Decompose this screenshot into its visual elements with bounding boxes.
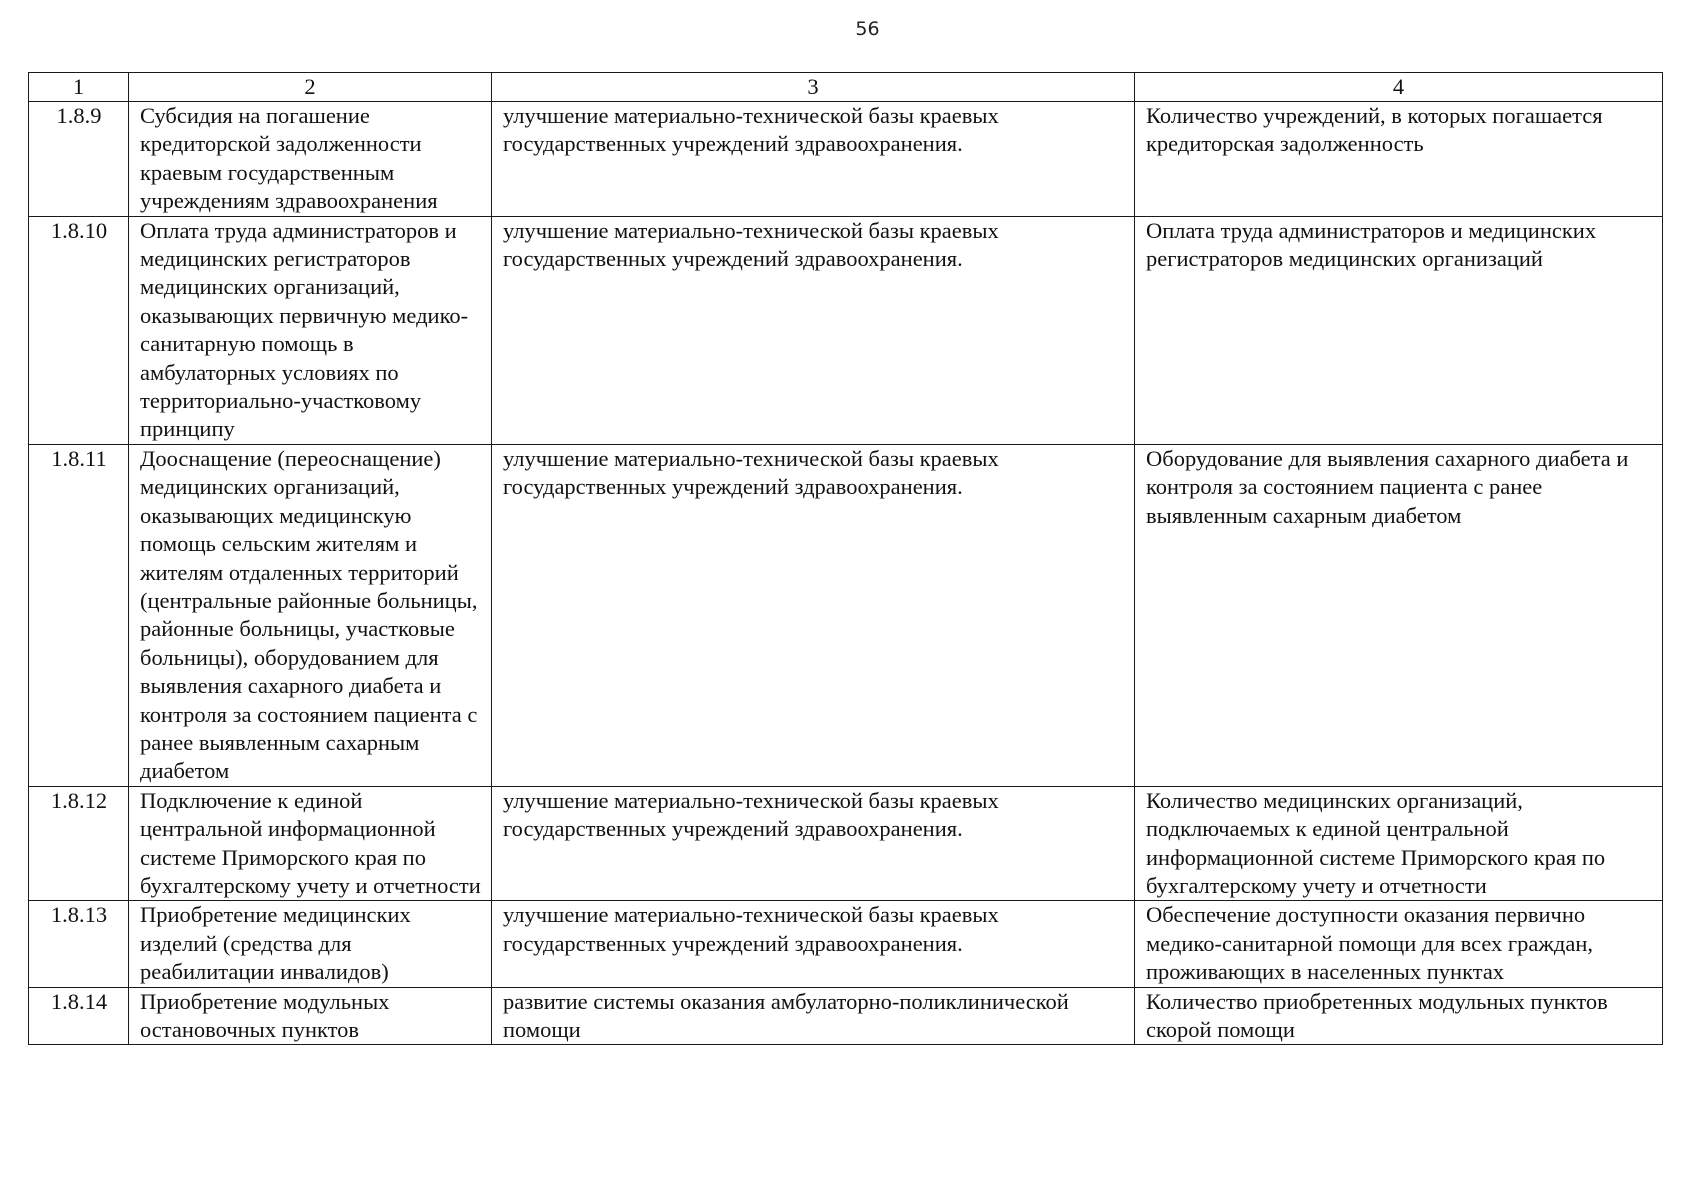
measure-indicator: Количество учреждений, в которых погашается кредиторская задолженность bbox=[1135, 102, 1663, 217]
row-number: 1.8.14 bbox=[29, 987, 129, 1045]
table-row bbox=[29, 444, 1663, 786]
page-number: 56 bbox=[855, 18, 880, 40]
header-col-3: 3 bbox=[492, 73, 1135, 102]
program-measures-table bbox=[28, 72, 1663, 1045]
table-row bbox=[29, 987, 1663, 1045]
measure-goal: улучшение материально-технической базы краевых государственных учреждений здравоохранения. bbox=[492, 786, 1135, 901]
measure-goal: улучшение материально-технической базы краевых государственных учреждений здравоохранения. bbox=[492, 444, 1135, 786]
measure-name: Приобретение медицинских изделий (средства для реабилитации инвалидов) bbox=[129, 901, 492, 987]
row-number: 1.8.9 bbox=[29, 102, 129, 217]
table-row bbox=[29, 786, 1663, 901]
measure-indicator: Обеспечение доступности оказания первично медико-санитарной помощи для всех граждан, проживающих в населенных пунктах bbox=[1135, 901, 1663, 987]
table-row bbox=[29, 102, 1663, 217]
measure-indicator: Оплата труда администраторов и медицинских регистраторов медицинских организаций bbox=[1135, 216, 1663, 444]
measure-goal: улучшение материально-технической базы краевых государственных учреждений здравоохранения. bbox=[492, 216, 1135, 444]
table-row bbox=[29, 901, 1663, 987]
header-col-4: 4 bbox=[1135, 73, 1663, 102]
row-number: 1.8.10 bbox=[29, 216, 129, 444]
measure-name: Дооснащение (переоснащение) медицинских организаций, оказывающих медицинскую помощь сельским жителям и жителям отдаленных территорий (центральные районные больницы, районные больницы, участковые больницы), оборудованием для выявления сахарного диабета и контроля за состоянием пациента с ранее выявленным сахарным диабетом bbox=[129, 444, 492, 786]
measure-name: Субсидия на погашение кредиторской задолженности краевым государственным учреждениям здравоохранения bbox=[129, 102, 492, 217]
header-row bbox=[29, 73, 1663, 102]
row-number: 1.8.12 bbox=[29, 786, 129, 901]
header-col-2: 2 bbox=[129, 73, 492, 102]
measure-name: Приобретение модульных остановочных пунктов bbox=[129, 987, 492, 1045]
measure-goal: улучшение материально-технической базы краевых государственных учреждений здравоохранения. bbox=[492, 102, 1135, 217]
measure-name: Подключение к единой центральной информационной системе Приморского края по бухгалтерскому учету и отчетности bbox=[129, 786, 492, 901]
row-number: 1.8.11 bbox=[29, 444, 129, 786]
measure-indicator: Оборудование для выявления сахарного диабета и контроля за состоянием пациента с ранее выявленным сахарным диабетом bbox=[1135, 444, 1663, 786]
table-body bbox=[29, 102, 1663, 1045]
table-header bbox=[29, 73, 1663, 102]
measure-goal: развитие системы оказания амбулаторно-поликлинической помощи bbox=[492, 987, 1135, 1045]
measure-goal: улучшение материально-технической базы краевых государственных учреждений здравоохранения. bbox=[492, 901, 1135, 987]
measure-indicator: Количество медицинских организаций, подключаемых к единой центральной информационной системе Приморского края по бухгалтерскому учету и отчетности bbox=[1135, 786, 1663, 901]
measure-indicator: Количество приобретенных модульных пунктов скорой помощи bbox=[1135, 987, 1663, 1045]
measure-name: Оплата труда администраторов и медицинских регистраторов медицинских организаций, оказывающих первичную медико-санитарную помощь в амбулаторных условиях по территориально-участковому принципу bbox=[129, 216, 492, 444]
row-number: 1.8.13 bbox=[29, 901, 129, 987]
header-col-1: 1 bbox=[29, 73, 129, 102]
table-row bbox=[29, 216, 1663, 444]
